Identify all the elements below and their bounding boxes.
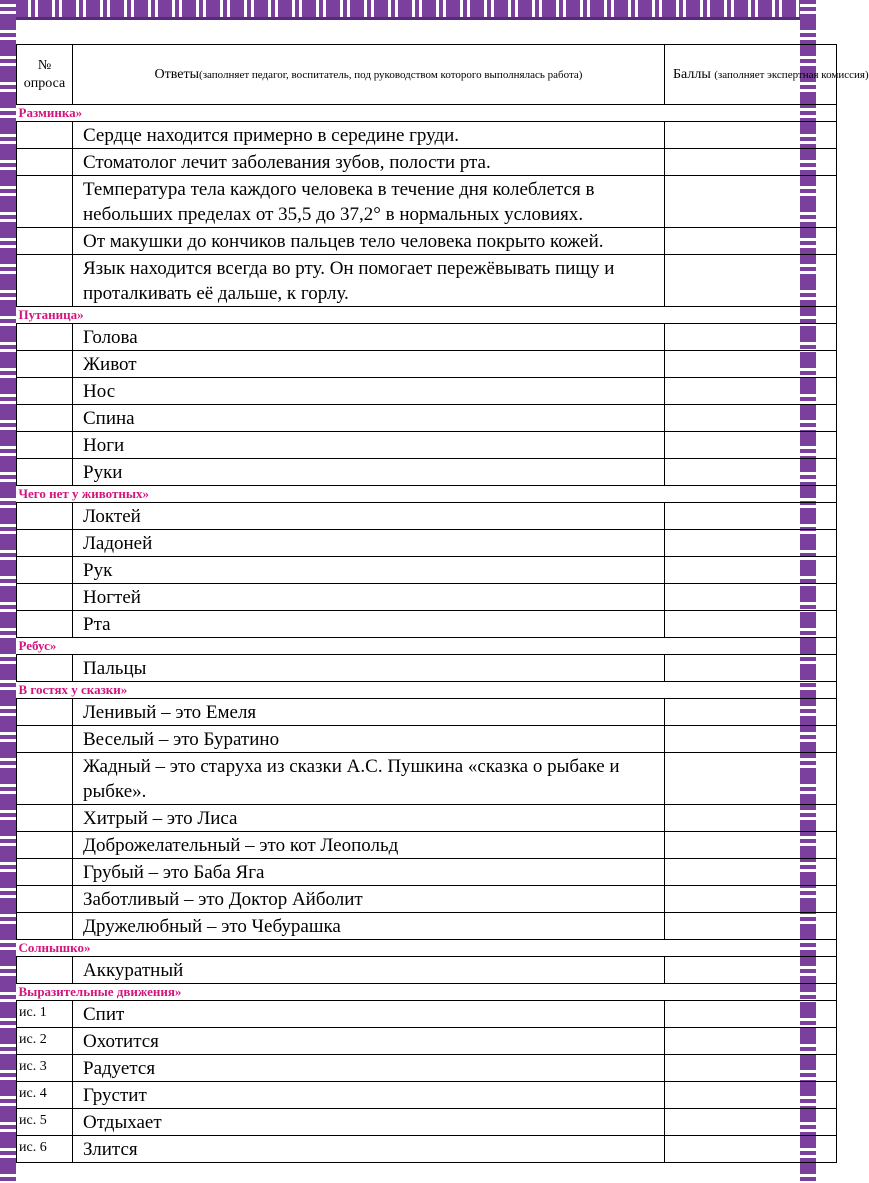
section-title: В гостях у сказки» [17, 682, 837, 699]
answer-cell: Голова [73, 324, 665, 351]
answer-cell: Рта [73, 611, 665, 638]
question-number [17, 255, 73, 307]
question-number [17, 584, 73, 611]
question-number [17, 913, 73, 940]
table-row [17, 530, 837, 557]
table-row [17, 149, 837, 176]
table-row [17, 176, 837, 228]
header-num: № опроса [17, 45, 73, 105]
score-cell[interactable] [665, 557, 837, 584]
question-number [17, 530, 73, 557]
section-title: Чего нет у животных» [17, 486, 837, 503]
score-cell[interactable] [665, 584, 837, 611]
score-cell[interactable] [665, 699, 837, 726]
answers-table [16, 44, 869, 1163]
score-cell[interactable] [665, 753, 837, 805]
answer-cell: Ноги [73, 432, 665, 459]
question-number [17, 557, 73, 584]
section-title: Ребус» [17, 638, 837, 655]
question-number: ис. 3 [17, 1055, 73, 1082]
table-row [17, 1055, 837, 1082]
answer-cell: Злится [73, 1136, 665, 1163]
score-cell[interactable] [665, 503, 837, 530]
answer-cell: Грубый – это Баба Яга [73, 859, 665, 886]
question-number [17, 611, 73, 638]
table-body [17, 105, 837, 1163]
score-cell[interactable] [665, 859, 837, 886]
score-cell[interactable] [665, 886, 837, 913]
table-row [17, 1136, 837, 1163]
decorative-border-top [0, 0, 816, 20]
score-cell[interactable] [665, 228, 837, 255]
score-cell[interactable] [665, 726, 837, 753]
score-cell[interactable] [665, 351, 837, 378]
answer-cell: Отдыхает [73, 1109, 665, 1136]
score-cell[interactable] [665, 611, 837, 638]
table-row [17, 405, 837, 432]
header-score [665, 45, 869, 105]
table-row [17, 886, 837, 913]
score-cell[interactable] [665, 530, 837, 557]
table-row [17, 459, 837, 486]
table-row [17, 805, 837, 832]
table-row [17, 228, 837, 255]
table-row [17, 655, 837, 682]
table-row [17, 1001, 837, 1028]
table-row [17, 913, 837, 940]
score-cell[interactable] [665, 255, 837, 307]
question-number [17, 503, 73, 530]
question-number [17, 176, 73, 228]
answer-cell: Хитрый – это Лиса [73, 805, 665, 832]
answer-cell: Сердце находится примерно в середине груди. [73, 122, 665, 149]
question-number [17, 832, 73, 859]
question-number [17, 432, 73, 459]
question-number [17, 805, 73, 832]
score-cell[interactable] [665, 122, 837, 149]
table-row [17, 378, 837, 405]
section-title: Путаница» [17, 307, 837, 324]
score-cell[interactable] [665, 1028, 837, 1055]
question-number [17, 324, 73, 351]
table-row [17, 699, 837, 726]
table-row [17, 1109, 837, 1136]
table-row [17, 503, 837, 530]
header-score-note: (заполняет экспертная комиссия) [714, 68, 869, 81]
section-header-row [17, 940, 837, 957]
table-row [17, 557, 837, 584]
answer-cell: Пальцы [73, 655, 665, 682]
answer-cell: Заботливый – это Доктор Айболит [73, 886, 665, 913]
answer-cell: Ладоней [73, 530, 665, 557]
question-number [17, 859, 73, 886]
answer-cell: Ногтей [73, 584, 665, 611]
question-number [17, 957, 73, 984]
answer-cell: Рук [73, 557, 665, 584]
score-cell[interactable] [665, 405, 837, 432]
score-cell[interactable] [665, 655, 837, 682]
score-cell[interactable] [665, 459, 837, 486]
answer-cell: Спина [73, 405, 665, 432]
table-row [17, 122, 837, 149]
answer-cell: Охотится [73, 1028, 665, 1055]
question-number [17, 378, 73, 405]
section-title: Солнышко» [17, 940, 837, 957]
question-number: ис. 6 [17, 1136, 73, 1163]
question-number [17, 351, 73, 378]
answer-cell: Аккуратный [73, 957, 665, 984]
score-cell[interactable] [665, 1082, 837, 1109]
answer-cell: Веселый – это Буратино [73, 726, 665, 753]
answer-cell: Нос [73, 378, 665, 405]
score-cell[interactable] [665, 913, 837, 940]
question-number [17, 886, 73, 913]
section-header-row [17, 105, 837, 122]
section-header-row [17, 682, 837, 699]
question-number [17, 726, 73, 753]
question-number [17, 459, 73, 486]
score-cell[interactable] [665, 1055, 837, 1082]
section-header-row [17, 307, 837, 324]
table-row [17, 324, 837, 351]
question-number [17, 405, 73, 432]
answer-cell: Температура тела каждого человека в течение дня колеблется в небольших пределах от 35,5 до 37,2° в нормальных условиях. [73, 176, 665, 228]
score-cell[interactable] [665, 832, 837, 859]
section-header-row [17, 984, 837, 1001]
answer-cell: Локтей [73, 503, 665, 530]
table-row [17, 611, 837, 638]
question-number: ис. 4 [17, 1082, 73, 1109]
table-row [17, 1028, 837, 1055]
table-row [17, 255, 837, 307]
header-answers-note: (заполняет педагог, воспитатель, под руководством которого выполнялась работа) [199, 68, 583, 81]
answer-cell: Жадный – это старуха из сказки А.С. Пушкина «сказка о рыбаке и рыбке». [73, 753, 665, 805]
answer-cell: Живот [73, 351, 665, 378]
question-number [17, 122, 73, 149]
question-number [17, 699, 73, 726]
section-title: Выразительные движения» [17, 984, 837, 1001]
header-answers [73, 45, 665, 105]
question-number: ис. 1 [17, 1001, 73, 1028]
question-number [17, 228, 73, 255]
table-header-row [17, 45, 837, 105]
question-number [17, 753, 73, 805]
question-number: ис. 5 [17, 1109, 73, 1136]
answer-cell: Дружелюбный – это Чебурашка [73, 913, 665, 940]
score-cell[interactable] [665, 1109, 837, 1136]
question-number: ис. 2 [17, 1028, 73, 1055]
score-cell[interactable] [665, 149, 837, 176]
header-answers-label: Ответы [154, 66, 200, 82]
answer-cell: Язык находится всегда во рту. Он помогает пережёвывать пищу и проталкивать её дальше, к горлу. [73, 255, 665, 307]
section-title: Разминка» [17, 105, 837, 122]
score-cell[interactable] [665, 324, 837, 351]
answer-cell: Руки [73, 459, 665, 486]
table-row [17, 584, 837, 611]
table-row [17, 1082, 837, 1109]
table-row [17, 832, 837, 859]
section-header-row [17, 638, 837, 655]
table-row [17, 753, 837, 805]
answer-cell: Стоматолог лечит заболевания зубов, полости рта. [73, 149, 665, 176]
table-row [17, 957, 837, 984]
score-cell[interactable] [665, 176, 837, 228]
score-cell[interactable] [665, 432, 837, 459]
score-cell[interactable] [665, 378, 837, 405]
section-header-row [17, 486, 837, 503]
score-cell[interactable] [665, 1001, 837, 1028]
header-score-label: Баллы [673, 66, 711, 82]
score-cell[interactable] [665, 1136, 837, 1163]
score-cell[interactable] [665, 805, 837, 832]
answer-cell: Спит [73, 1001, 665, 1028]
table-row [17, 432, 837, 459]
document-page [16, 20, 869, 1183]
answer-cell: Ленивый – это Емеля [73, 699, 665, 726]
question-number [17, 149, 73, 176]
question-number [17, 655, 73, 682]
answer-cell: От макушки до кончиков пальцев тело человека покрыто кожей. [73, 228, 665, 255]
answer-cell: Радуется [73, 1055, 665, 1082]
table-row [17, 859, 837, 886]
table-row [17, 726, 837, 753]
answer-cell: Грустит [73, 1082, 665, 1109]
decorative-border-left [0, 0, 16, 1183]
score-cell[interactable] [665, 957, 837, 984]
answer-cell: Доброжелательный – это кот Леопольд [73, 832, 665, 859]
table-row [17, 351, 837, 378]
